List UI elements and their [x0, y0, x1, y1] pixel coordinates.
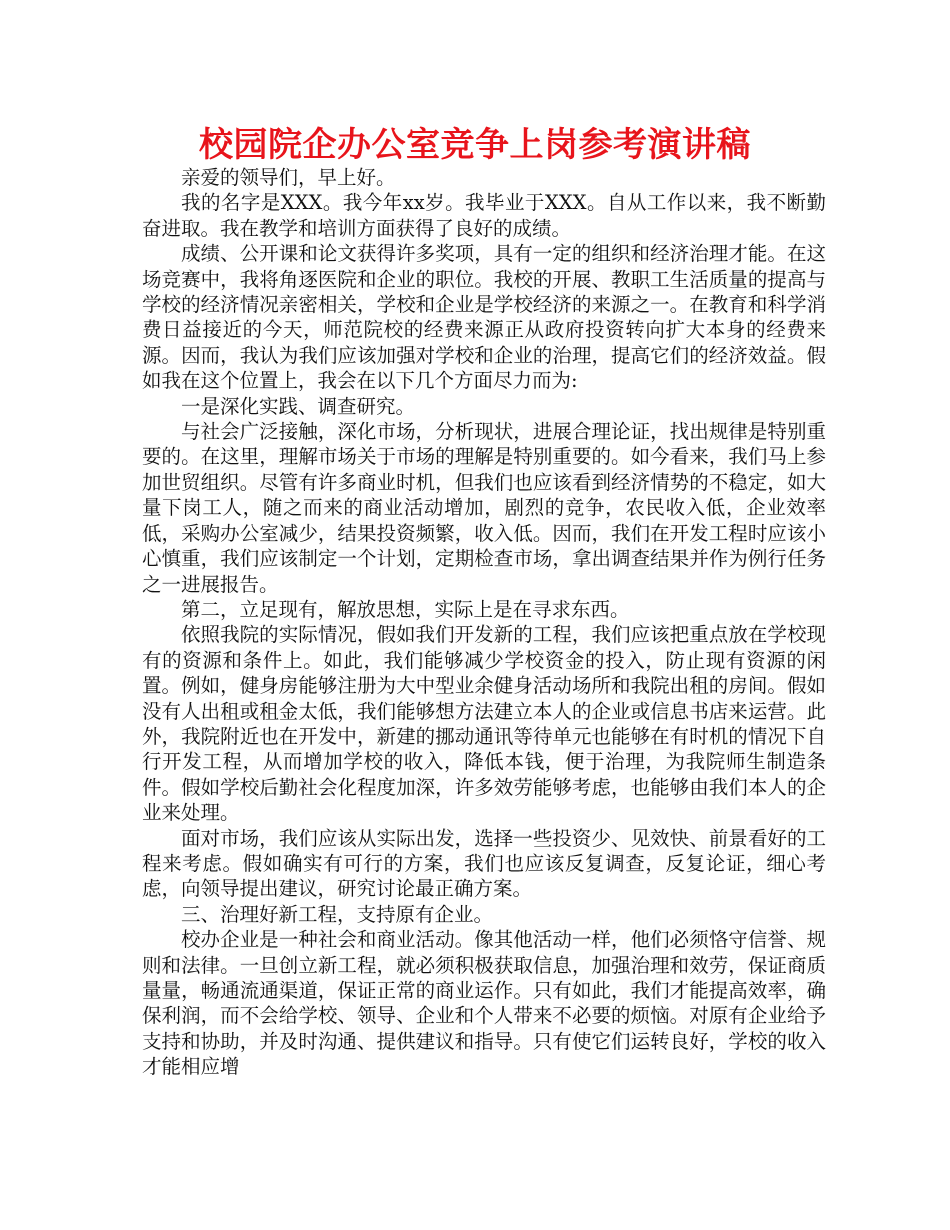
- paragraph-point-two-heading: 第二，立足现有，解放思想，实际上是在寻求东西。: [181, 597, 630, 621]
- paragraph-point-one-body: 与社会广泛接触，深化市场，分析现状，进展合理论证，找出规律是特别重要的。在这里，理解市场关于市场的理解是特别重要的。如今看来，我们马上参加世贸组织。尽管有许多商业时机，但我们也应该看到经济情势的不稳定，如大量下岗工人，随之而来的商业活动增加，剧烈的竞争，农民收入低，企业效率低，采购办公室减少，结果投资频繁，收入低。因而，我们在开发工程时应该小心慎重，我们应该制定一个计划，定期检查市场，拿出调查结果并作为例行任务之一进展报告。: [142, 420, 826, 596]
- paragraph-point-one-heading: 一是深化实践、调查研究。: [181, 394, 416, 418]
- document-body: [142, 165, 826, 1080]
- paragraph-greeting: 亲爱的领导们，早上好。: [181, 166, 396, 189]
- paragraph-intro: 我的名字是XXX。我今年xx岁。我毕业于XXX。自从工作以来，我不断勤奋进取。我在教学和培训方面获得了良好的成绩。: [142, 191, 826, 240]
- paragraph-background: 成绩、公开课和论文获得许多奖项，具有一定的组织和经济治理才能。在这场竞赛中，我将角逐医院和企业的职位。我校的开展、教职工生活质量的提高与学校的经济情况亲密相关，学校和企业是学校经济的来源之一。在教育和科学消费日益接近的今天，师范院校的经费来源正从政府投资转向扩大本身的经费来源。因而，我认为我们应该加强对学校和企业的治理，提高它们的经济效益。假如我在这个位置上，我会在以下几个方面尽力而为:: [142, 242, 826, 393]
- paragraph-market: 面对市场，我们应该从实际出发，选择一些投资少、见效快、前景看好的工程来考虑。假如确实有可行的方案，我们也应该反复调查，反复论证，细心考虑，向领导提出建议，研究讨论最正确方案。: [142, 826, 826, 901]
- document-title: 校园院企办公室竞争上岗参考演讲稿: [199, 125, 751, 165]
- paragraph-point-three-body: 校办企业是一种社会和商业活动。像其他活动一样，他们必须恪守信誉、规则和法律。一旦创立新工程，就必须积极获取信息，加强治理和效劳，保证商质量量，畅通流通渠道，保证正常的商业运作。只有如此，我们才能提高效率，确保利润，而不会给学校、领导、企业和个人带来不必要的烦恼。对原有企业给予支持和协助，并及时沟通、提供建议和指导。只有使它们运转良好，学校的收入才能相应增: [142, 928, 826, 1079]
- paragraph-point-two-body: 依照我院的实际情况，假如我们开发新的工程，我们应该把重点放在学校现有的资源和条件上。如此，我们能够减少学校资金的投入，防止现有资源的闲置。例如，健身房能够注册为大中型业余健身活动场所和我院出租的房间。假如没有人出租或租金太低，我们能够想方法建立本人的企业或信息书店来运营。此外，我院附近也在开发中，新建的挪动通讯等待单元也能够在有时机的情况下自行开发工程，从而增加学校的收入，降低本钱，便于治理，为我院师生制造条件。假如学校后勤社会化程度加深，许多效劳能够考虑，也能够由我们本人的企业来处理。: [142, 623, 826, 825]
- paragraph-point-three-heading: 三、治理好新工程，支持原有企业。: [181, 902, 494, 926]
